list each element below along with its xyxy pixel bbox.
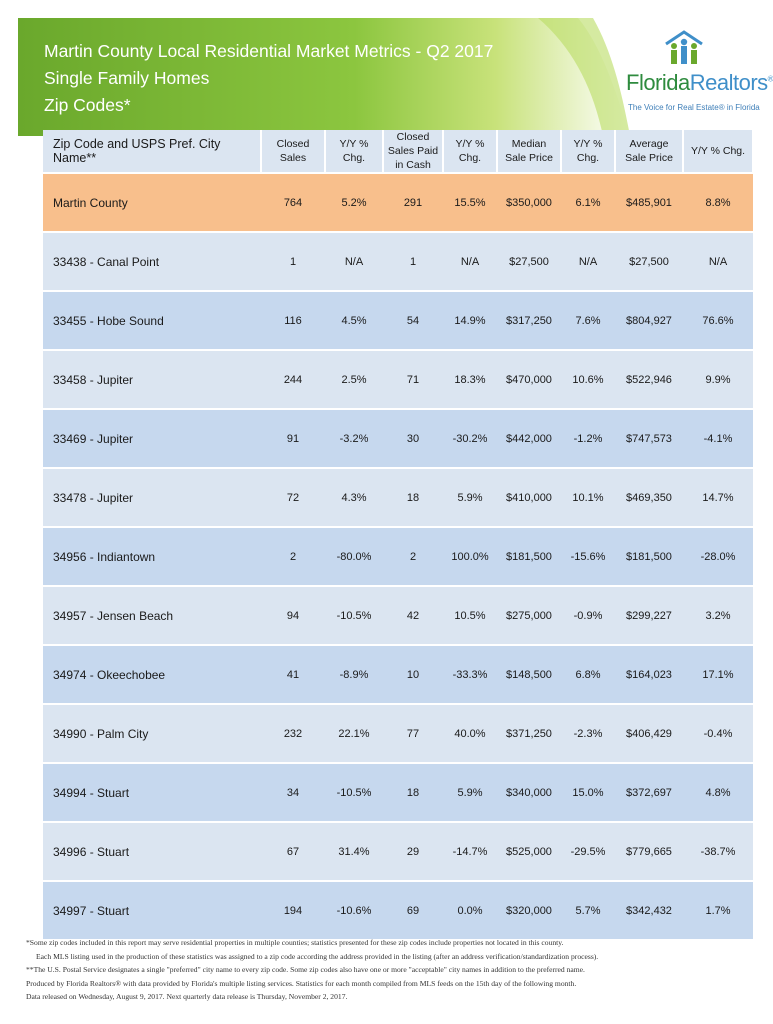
metric-cell: 2 [261,527,325,586]
metric-cell: 116 [261,291,325,350]
title-line-3: Zip Codes* [44,95,131,115]
metric-cell: $320,000 [497,881,561,939]
metric-cell: $317,250 [497,291,561,350]
zip-city-cell: Martin County [43,173,261,232]
metric-cell: 42 [383,586,443,645]
metric-cell: 100.0% [443,527,497,586]
table-row [43,527,753,586]
column-header: Zip Code and USPS Pref. City Name** [43,130,261,173]
footnotes [26,936,756,1004]
zip-city-cell: 34974 - Okeechobee [43,645,261,704]
title-line-1: Martin County Local Residential Market Metrics - Q2 2017 [44,41,494,61]
metric-cell: 77 [383,704,443,763]
metric-cell: N/A [683,232,753,291]
metric-cell: $299,227 [615,586,683,645]
table-row [43,586,753,645]
metric-cell: 41 [261,645,325,704]
zip-city-cell: 34996 - Stuart [43,822,261,881]
metric-cell: 4.5% [325,291,383,350]
metric-cell: $27,500 [615,232,683,291]
metric-cell: 31.4% [325,822,383,881]
zip-city-cell: 33478 - Jupiter [43,468,261,527]
metric-cell: $804,927 [615,291,683,350]
metric-cell: $410,000 [497,468,561,527]
metric-cell: -4.1% [683,409,753,468]
metric-cell: -2.3% [561,704,615,763]
column-header: Average Sale Price [615,130,683,173]
metric-cell: 18 [383,763,443,822]
metric-cell: -10.5% [325,763,383,822]
zip-city-cell: 33469 - Jupiter [43,409,261,468]
zip-city-cell: 34994 - Stuart [43,763,261,822]
metric-cell: 2 [383,527,443,586]
metric-cell: 5.2% [325,173,383,232]
market-metrics-table [43,130,754,939]
metric-cell: 10 [383,645,443,704]
metric-cell: -3.2% [325,409,383,468]
metric-cell: $371,250 [497,704,561,763]
metric-cell: -28.0% [683,527,753,586]
metric-cell: N/A [443,232,497,291]
column-header: Closed Sales [261,130,325,173]
header-banner [18,18,773,136]
metric-cell: 34 [261,763,325,822]
metric-cell: 22.1% [325,704,383,763]
metric-cell: 3.2% [683,586,753,645]
table-row [43,409,753,468]
metric-cell: $485,901 [615,173,683,232]
metric-cell: 91 [261,409,325,468]
metric-cell: -14.7% [443,822,497,881]
footnote-mls-listing: Each MLS listing used in the production of these statistics was assigned to a zip code according the address provided in the listing (after an address verification/standardization process). [36,951,599,961]
florida-realtors-logo [616,28,773,128]
metric-cell: -30.2% [443,409,497,468]
metric-cell: 54 [383,291,443,350]
table-row [43,291,753,350]
metric-cell: $350,000 [497,173,561,232]
metric-cell: N/A [325,232,383,291]
metric-cell: 244 [261,350,325,409]
zip-city-cell: 34997 - Stuart [43,881,261,939]
metric-cell: -8.9% [325,645,383,704]
zip-city-cell: 33458 - Jupiter [43,350,261,409]
title-line-2: Single Family Homes [44,68,210,88]
zip-city-cell: 34957 - Jensen Beach [43,586,261,645]
metric-cell: $342,432 [615,881,683,939]
footnote-data-release: Data released on Wednesday, August 9, 2017. Next quarterly data release is Thursday, November 2, 2017. [26,992,348,1001]
county-summary-row [43,173,753,232]
table-row [43,704,753,763]
metric-cell: 94 [261,586,325,645]
metric-cell: 67 [261,822,325,881]
metric-cell: 194 [261,881,325,939]
metric-cell: -29.5% [561,822,615,881]
metric-cell: 15.5% [443,173,497,232]
metric-cell: -1.2% [561,409,615,468]
metric-cell: $406,429 [615,704,683,763]
metric-cell: $181,500 [615,527,683,586]
footnote-postal-service: **The U.S. Postal Service designates a single "preferred" city name to every zip code. Some zip codes also have one or more "acceptable" city names in addition to the preferred name. [26,965,585,974]
logo-wordmark [626,70,773,96]
logo-tagline: The Voice for Real Estate® in Florida [628,103,760,112]
metric-cell: $340,000 [497,763,561,822]
metric-cell: 6.8% [561,645,615,704]
column-header: Y/Y % Chg. [443,130,497,173]
metric-cell: 1 [383,232,443,291]
logo-word-florida: Florida [626,70,690,95]
table-row [43,232,753,291]
footnote-zip-counties: *Some zip codes included in this report may serve residential properties in multiple counties; statistics presented for these zip codes include properties not located in this county. [26,938,564,947]
metric-cell: 4.8% [683,763,753,822]
metric-cell: 10.1% [561,468,615,527]
metric-cell: 7.6% [561,291,615,350]
metric-cell: -80.0% [325,527,383,586]
metric-cell: $164,023 [615,645,683,704]
metric-cell: -0.9% [561,586,615,645]
metric-cell: 232 [261,704,325,763]
metric-cell: 72 [261,468,325,527]
metric-cell: $522,946 [615,350,683,409]
metric-cell: $275,000 [497,586,561,645]
people-house-icon [664,28,704,68]
column-header: Median Sale Price [497,130,561,173]
zip-city-cell: 34956 - Indiantown [43,527,261,586]
metric-cell: 14.9% [443,291,497,350]
table-header-row [43,130,753,173]
column-header: Closed Sales Paid in Cash [383,130,443,173]
column-header: Y/Y % Chg. [561,130,615,173]
metric-cell: 4.3% [325,468,383,527]
metric-cell: -10.5% [325,586,383,645]
metric-cell: -38.7% [683,822,753,881]
metric-cell: -15.6% [561,527,615,586]
metric-cell: $27,500 [497,232,561,291]
metric-cell: 0.0% [443,881,497,939]
logo-word-realtors: Realtors [689,70,768,95]
table-row [43,645,753,704]
metric-cell: 30 [383,409,443,468]
table-row [43,350,753,409]
zip-city-cell: 33455 - Hobe Sound [43,291,261,350]
logo-registered-mark: ® [767,74,773,84]
metric-cell: 18.3% [443,350,497,409]
metric-cell: 2.5% [325,350,383,409]
zip-city-cell: 33438 - Canal Point [43,232,261,291]
metric-cell: 14.7% [683,468,753,527]
footnote-produced-by: Produced by Florida Realtors® with data provided by Florida's multiple listing services. Statistics for each month compiled from MLS feeds on the 15th day of the following month. [26,978,577,988]
metric-cell: -10.6% [325,881,383,939]
metric-cell: 17.1% [683,645,753,704]
metric-cell: $469,350 [615,468,683,527]
metric-cell: 5.7% [561,881,615,939]
metric-cell: $470,000 [497,350,561,409]
metric-cell: $181,500 [497,527,561,586]
table-row [43,763,753,822]
metric-cell: 1.7% [683,881,753,939]
metric-cell: 764 [261,173,325,232]
table-row [43,822,753,881]
metric-cell: 29 [383,822,443,881]
metric-cell: -33.3% [443,645,497,704]
zip-city-cell: 34990 - Palm City [43,704,261,763]
column-header: Y/Y % Chg. [683,130,753,173]
metric-cell: 10.5% [443,586,497,645]
metric-cell: 40.0% [443,704,497,763]
metric-cell: N/A [561,232,615,291]
market-metrics-table-wrap [43,130,753,939]
table-row [43,468,753,527]
metric-cell: $747,573 [615,409,683,468]
metric-cell: 15.0% [561,763,615,822]
metric-cell: 5.9% [443,763,497,822]
metric-cell: -0.4% [683,704,753,763]
metric-cell: 71 [383,350,443,409]
report-title [44,38,493,119]
metric-cell: 9.9% [683,350,753,409]
metric-cell: $148,500 [497,645,561,704]
column-header: Y/Y % Chg. [325,130,383,173]
metric-cell: 291 [383,173,443,232]
table-body [43,173,753,939]
metric-cell: 8.8% [683,173,753,232]
metric-cell: $779,665 [615,822,683,881]
metric-cell: 10.6% [561,350,615,409]
metric-cell: 69 [383,881,443,939]
metric-cell: $442,000 [497,409,561,468]
metric-cell: 6.1% [561,173,615,232]
metric-cell: 5.9% [443,468,497,527]
metric-cell: 76.6% [683,291,753,350]
metric-cell: 18 [383,468,443,527]
metric-cell: $372,697 [615,763,683,822]
metric-cell: $525,000 [497,822,561,881]
metric-cell: 1 [261,232,325,291]
table-row [43,881,753,939]
